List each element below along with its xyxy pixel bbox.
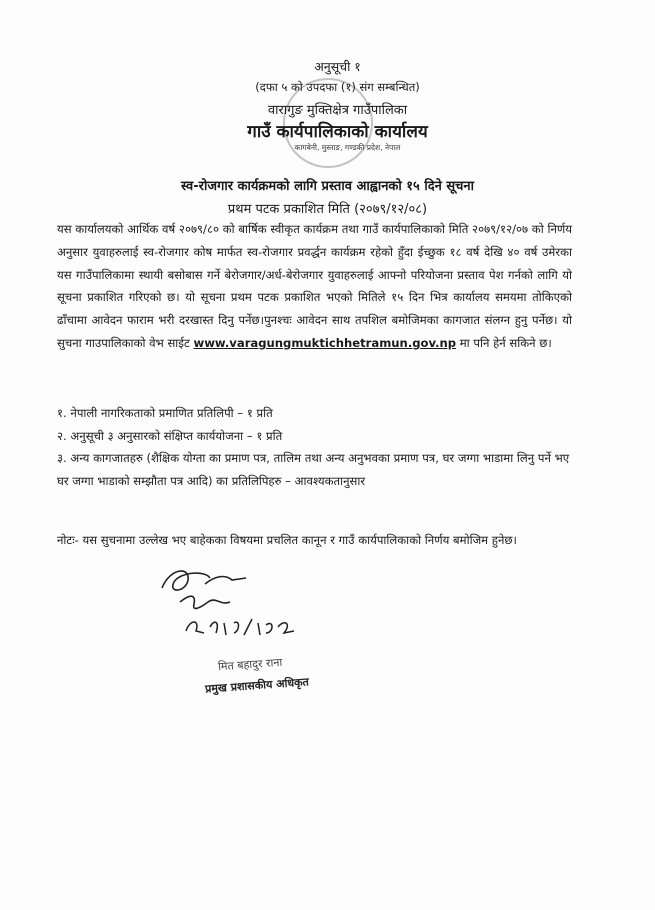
list-item: ३. अन्य कागजातहरु (शैक्षिक योग्ता का प्रमाण पत्र, तालिम तथा अन्य अनुभवका प्रमाण पत्र, घर जग्गा भाडामा लिनु पर्ने भए घर जग्गा भाडाको सम्झौता पत्र आदि) का प्रतिलिपिहरु – आवश्यकतानुसार [57, 451, 570, 488]
clause-reference: (दफा ५ को उपदफा (१) संग सम्बन्धित) [255, 80, 420, 94]
notice-body [57, 218, 572, 355]
signer-name: मित बहादुर राना [217, 655, 283, 674]
list-item: १. नेपाली नागरिकताको प्रमाणित प्रतिलिपी – १ प्रति [57, 406, 273, 420]
notice-title: स्व-रोजगार कार्यक्रमको लागि प्रस्ताव आह्वानको १५ दिने सूचना [181, 179, 474, 194]
publication-date: प्रथम पटक प्रकाशित मिति (२०७९/१२/०८) [227, 202, 428, 217]
note-text: नोटः- यस सुचनामा उल्लेख भए बाहेकका विषयमा प्रचलित कानून र गाउँ कार्यपालिकाको निर्णय बमोजिम हुनेछ। [57, 533, 517, 547]
body-paragraph-end: मा पनि हेर्न सकिने छ। [456, 335, 552, 350]
office-address: कागबेनी, मुस्ताङ, गण्डकी प्रदेश, नेपाल [294, 143, 401, 152]
list-item: २. अनुसूची ३ अनुसारको संक्षिप्त कार्ययोजना – १ प्रति [57, 428, 283, 443]
body-paragraph: यस कार्यालयको आर्थिक वर्ष २०७९/८० को बार्षिक स्वीकृत कार्यक्रम तथा गाउँ कार्यपालिकाको मिति २०७९/१२/०७ को निर्णय अनुसार युवाहरुलाई स्व-रोजगार कोष मार्फत स्व-रोजगार प्रवर्द्धन कार्यक्रम रहेको हुँदा ईच्छुक १८ वर्ष देखि ४० वर्ष उमेरका यस गाउँपालिकामा स्थायी बसोबास गर्ने बेरोजगार/अर्ध-बेरोजगार युवाहरुलाई आफ्नो परियोजना प्रस्ताव पेश गर्नको लागि यो सूचना प्रकाशित गरिएको छ। यो सूचना प्रथम पटक प्रकाशित भएको मितिले १५ दिन भित्र कार्यालय समयमा तोकिएको ढाँचामा आवेदन फाराम भरी दरखास्त दिनु पर्नेछ।पुनश्चः आवेदन साथ तपशिल बमोजिमका कागजात संलग्न हुनु पर्नेछ। यो सुचना गाउपालिकाको वेभ साईट [57, 222, 572, 350]
required-documents-list [57, 402, 577, 492]
municipality-name: वारागुङ मुक्तिक्षेत्र गाउँपालिका [267, 103, 408, 118]
annex-label: अनुसूची १ [314, 59, 361, 74]
handwritten-date [180, 605, 300, 645]
website-link[interactable]: www.varagungmuktichhetramun.gov.np [193, 335, 457, 350]
office-name: गाउँ कार्यपालिकाको कार्यालय [247, 122, 428, 142]
signer-title: प्रमुख प्रशासकीय अधिकृत [204, 675, 310, 696]
